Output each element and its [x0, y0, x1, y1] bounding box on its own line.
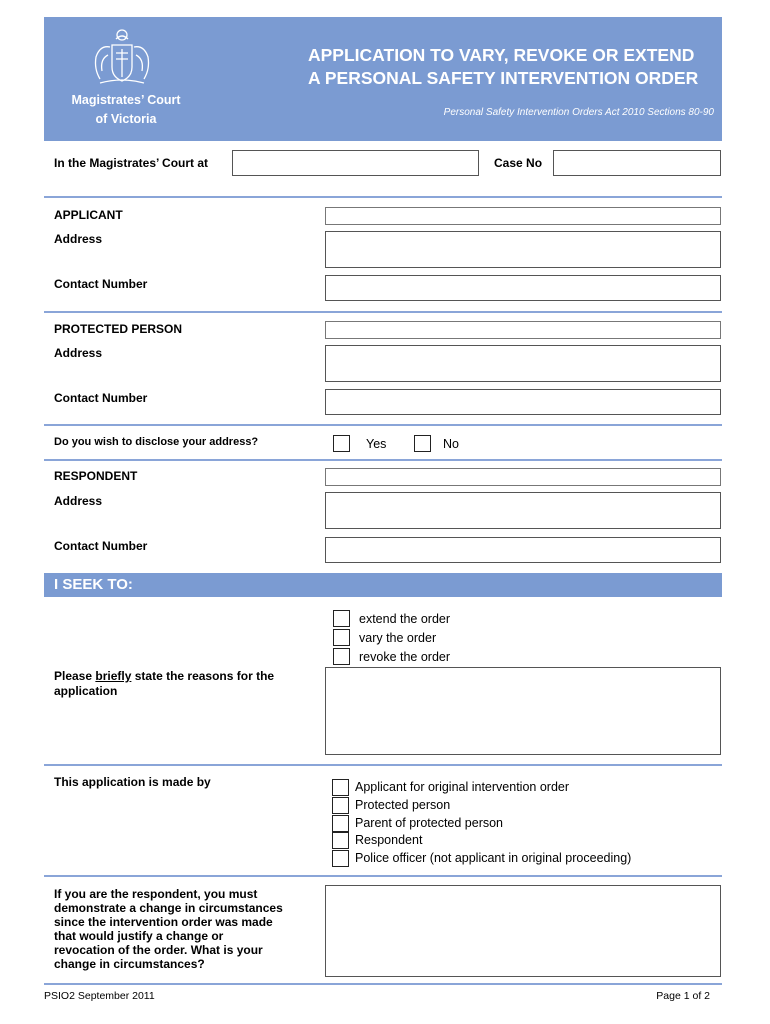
made-by-respondent-checkbox[interactable] — [332, 832, 349, 849]
case-no-label: Case No — [494, 156, 543, 170]
respondent-heading: RESPONDENT — [54, 469, 138, 483]
made-by-parent-checkbox[interactable] — [332, 815, 349, 832]
section-divider — [44, 875, 722, 877]
applicant-name-field[interactable] — [325, 207, 721, 225]
made-by-police-label: Police officer (not applicant in original proceeding) — [355, 851, 632, 865]
made-by-protected-person-checkbox[interactable] — [332, 797, 349, 814]
page-title — [308, 44, 728, 90]
respondent-change-line: change in circumstances? — [54, 957, 205, 971]
act-subtitle: Personal Safety Intervention Orders Act 2010 Sections 80-90 — [443, 107, 714, 118]
applicant-address-field[interactable] — [325, 231, 721, 268]
made-by-applicant-checkbox[interactable] — [332, 779, 349, 796]
respondent-change-question — [54, 887, 319, 971]
reasons-suffix: state the reasons for the — [131, 669, 275, 683]
respondent-name-field[interactable] — [325, 468, 721, 486]
section-divider — [44, 764, 722, 766]
revoke-order-checkbox[interactable] — [333, 648, 350, 665]
footer-divider — [44, 983, 722, 985]
section-divider — [44, 424, 722, 426]
court-label: In the Magistrates’ Court at — [54, 156, 209, 170]
disclose-yes-checkbox[interactable] — [333, 435, 350, 452]
applicant-heading: APPLICANT — [54, 208, 123, 222]
respondent-contact-label: Contact Number — [54, 539, 148, 553]
title-line2: A PERSONAL SAFETY INTERVENTION ORDER — [308, 68, 699, 88]
reasons-textarea[interactable] — [325, 667, 721, 755]
respondent-change-line: demonstrate a change in circumstances — [54, 901, 283, 915]
respondent-change-line: since the intervention order was made — [54, 915, 273, 929]
respondent-address-label: Address — [54, 494, 103, 508]
reasons-prefix: Please — [54, 669, 96, 683]
respondent-change-line: revocation of the order. What is your — [54, 943, 263, 957]
section-divider — [44, 196, 722, 198]
applicant-contact-field[interactable] — [325, 275, 721, 301]
protected-person-address-field[interactable] — [325, 345, 721, 382]
protected-person-heading: PROTECTED PERSON — [54, 322, 183, 336]
reasons-emphasis: briefly — [95, 669, 132, 683]
extend-order-label: extend the order — [359, 612, 451, 626]
made-by-protected-person-label: Protected person — [355, 798, 451, 812]
vary-order-checkbox[interactable] — [333, 629, 350, 646]
court-name-line1: Magistrates’ Court — [71, 93, 181, 107]
reasons-line2: application — [54, 684, 118, 698]
protected-person-address-label: Address — [54, 346, 103, 360]
court-name — [44, 91, 208, 129]
case-no-field[interactable] — [553, 150, 721, 176]
form-code: PSIO2 September 2011 — [44, 990, 155, 1002]
disclose-yes-label: Yes — [366, 437, 387, 451]
protected-person-name-field[interactable] — [325, 321, 721, 339]
protected-person-contact-field[interactable] — [325, 389, 721, 415]
disclose-no-label: No — [443, 437, 459, 451]
reasons-label — [54, 669, 314, 699]
made-by-police-checkbox[interactable] — [332, 850, 349, 867]
made-by-respondent-label: Respondent — [355, 833, 423, 847]
disclose-question: Do you wish to disclose your address? — [54, 436, 259, 448]
page-number: Page 1 of 2 — [656, 990, 710, 1002]
title-line1: APPLICATION TO VARY, REVOKE OR EXTEND — [308, 45, 695, 65]
respondent-change-line: If you are the respondent, you must — [54, 887, 258, 901]
disclose-no-checkbox[interactable] — [414, 435, 431, 452]
made-by-parent-label: Parent of protected person — [355, 816, 504, 830]
seek-banner: I SEEK TO: — [44, 573, 722, 597]
vary-order-label: vary the order — [359, 631, 437, 645]
respondent-change-line: that would justify a change or — [54, 929, 224, 943]
section-divider — [44, 459, 722, 461]
protected-person-contact-label: Contact Number — [54, 391, 148, 405]
change-circumstances-textarea[interactable] — [325, 885, 721, 977]
court-location-field[interactable] — [232, 150, 479, 176]
court-name-line2: of Victoria — [95, 112, 157, 126]
respondent-address-field[interactable] — [325, 492, 721, 529]
section-divider — [44, 311, 722, 313]
coat-of-arms-icon — [86, 25, 158, 89]
made-by-label: This application is made by — [54, 775, 211, 789]
respondent-contact-field[interactable] — [325, 537, 721, 563]
extend-order-checkbox[interactable] — [333, 610, 350, 627]
applicant-address-label: Address — [54, 232, 103, 246]
revoke-order-label: revoke the order — [359, 650, 451, 664]
applicant-contact-label: Contact Number — [54, 277, 148, 291]
made-by-applicant-label: Applicant for original intervention order — [355, 780, 570, 794]
